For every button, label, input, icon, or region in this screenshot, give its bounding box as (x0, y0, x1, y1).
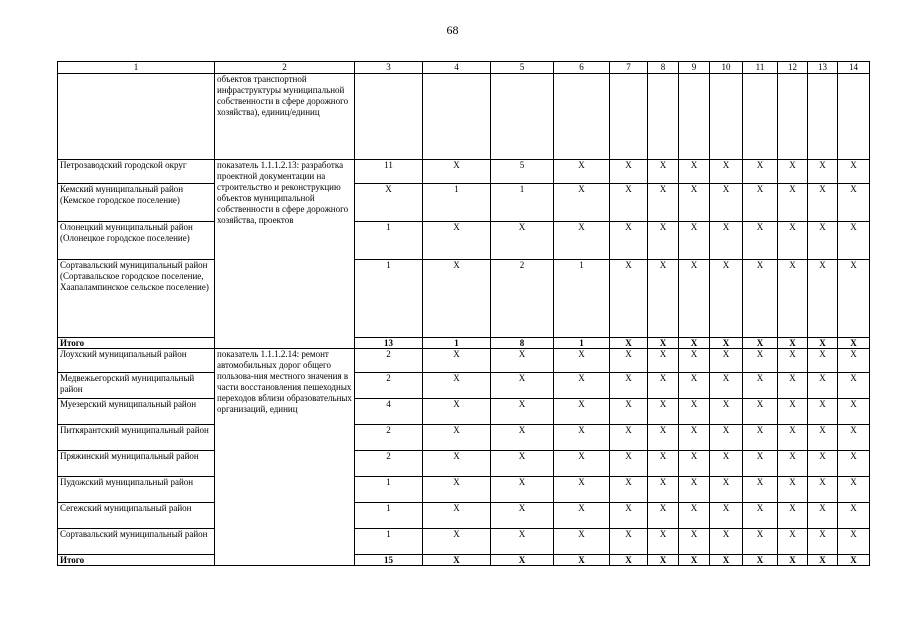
value-cell: X (648, 451, 679, 477)
total-value-cell: X (554, 555, 610, 566)
column-number: 4 (423, 62, 491, 74)
value-cell: X (423, 425, 491, 451)
value-cell: 1 (355, 477, 423, 503)
value-cell: X (648, 529, 679, 555)
value-cell: X (838, 503, 870, 529)
column-number: 13 (808, 62, 838, 74)
municipality-name: Питкярантский муниципальный район (58, 425, 215, 451)
table-row (58, 160, 870, 184)
value-cell: X (648, 160, 679, 184)
total-value-cell: X (778, 555, 808, 566)
value-cell: X (778, 184, 808, 222)
value-cell: X (743, 503, 778, 529)
column-number: 8 (648, 62, 679, 74)
value-cell: X (491, 529, 554, 555)
municipality-name: Петрозаводский городской округ (58, 160, 215, 184)
table-row (58, 503, 870, 529)
value-cell: X (710, 529, 743, 555)
total-value-cell: 1 (554, 338, 610, 349)
value-cell: X (423, 477, 491, 503)
empty-cell (355, 74, 423, 160)
empty-cell (778, 74, 808, 160)
table-row (58, 451, 870, 477)
value-cell: X (743, 399, 778, 425)
value-cell: X (423, 451, 491, 477)
indicator-continuation: объектов транспортной инфраструктуры муниципальной собственности в сфере дорожного хозяйства), единиц/единиц (215, 74, 355, 160)
column-number: 6 (554, 62, 610, 74)
value-cell: X (679, 349, 710, 373)
empty-cell (58, 74, 215, 160)
value-cell: X (743, 373, 778, 399)
value-cell: X (743, 529, 778, 555)
total-value-cell: 1 (423, 338, 491, 349)
value-cell: X (808, 477, 838, 503)
value-cell: X (554, 425, 610, 451)
value-cell: X (554, 451, 610, 477)
empty-cell (743, 74, 778, 160)
value-cell: 2 (355, 349, 423, 373)
total-value-cell: X (743, 338, 778, 349)
value-cell: X (610, 373, 648, 399)
column-number: 7 (610, 62, 648, 74)
value-cell: X (610, 425, 648, 451)
municipality-name: Пудожский муниципальный район (58, 477, 215, 503)
empty-cell (808, 74, 838, 160)
table-row (58, 399, 870, 425)
empty-cell (679, 74, 710, 160)
total-value-cell: X (610, 555, 648, 566)
value-cell: X (778, 373, 808, 399)
value-cell: X (679, 260, 710, 338)
value-cell: X (743, 349, 778, 373)
value-cell: X (610, 399, 648, 425)
value-cell: X (808, 160, 838, 184)
total-row (58, 555, 870, 566)
value-cell: X (554, 399, 610, 425)
value-cell: X (355, 184, 423, 222)
value-cell: X (491, 425, 554, 451)
table-row (58, 425, 870, 451)
value-cell: X (838, 425, 870, 451)
value-cell: X (743, 184, 778, 222)
value-cell: X (808, 184, 838, 222)
total-value-cell: 15 (355, 555, 423, 566)
continuation-row (58, 74, 870, 160)
value-cell: X (778, 260, 808, 338)
municipality-name: Медвежьегорский муниципальный район (58, 373, 215, 399)
value-cell: X (743, 425, 778, 451)
municipality-name: Олонецкий муниципальный район (Олонецкое городское поселение) (58, 222, 215, 260)
value-cell: 2 (355, 425, 423, 451)
empty-cell (554, 74, 610, 160)
municipality-name: Муезерский муниципальный район (58, 399, 215, 425)
value-cell: X (491, 399, 554, 425)
value-cell: 1 (355, 503, 423, 529)
value-cell: X (808, 260, 838, 338)
column-number: 12 (778, 62, 808, 74)
value-cell: X (838, 260, 870, 338)
empty-cell (710, 74, 743, 160)
value-cell: X (491, 349, 554, 373)
value-cell: X (710, 399, 743, 425)
empty-cell (648, 74, 679, 160)
value-cell: X (679, 529, 710, 555)
column-number: 2 (215, 62, 355, 74)
value-cell: X (808, 451, 838, 477)
value-cell: X (710, 260, 743, 338)
empty-cell (838, 74, 870, 160)
value-cell: X (808, 222, 838, 260)
column-number: 14 (838, 62, 870, 74)
total-value-cell: X (423, 555, 491, 566)
total-row (58, 338, 870, 349)
value-cell: X (648, 184, 679, 222)
value-cell: 2 (355, 451, 423, 477)
municipality-name: Сортавальский муниципальный район (Сортавальское городское поселение, Хаапалампинское сельское поселение) (58, 260, 215, 338)
column-number-row (58, 62, 870, 74)
total-value-cell: X (838, 555, 870, 566)
value-cell: 2 (355, 373, 423, 399)
value-cell: X (778, 451, 808, 477)
value-cell: X (491, 503, 554, 529)
table-row (58, 184, 870, 222)
value-cell: X (423, 503, 491, 529)
total-value-cell: X (679, 555, 710, 566)
value-cell: X (679, 222, 710, 260)
value-cell: X (423, 529, 491, 555)
value-cell: X (648, 349, 679, 373)
total-value-cell: X (743, 555, 778, 566)
value-cell: X (838, 184, 870, 222)
value-cell: X (610, 451, 648, 477)
empty-cell (610, 74, 648, 160)
value-cell: 5 (491, 160, 554, 184)
column-number: 11 (743, 62, 778, 74)
value-cell: X (679, 184, 710, 222)
value-cell: 1 (355, 222, 423, 260)
value-cell: X (838, 349, 870, 373)
total-value-cell: X (648, 555, 679, 566)
value-cell: X (679, 503, 710, 529)
total-value-cell: X (778, 338, 808, 349)
value-cell: X (648, 222, 679, 260)
value-cell: X (679, 399, 710, 425)
value-cell: X (648, 477, 679, 503)
total-value-cell: X (808, 338, 838, 349)
total-value-cell: X (838, 338, 870, 349)
value-cell: X (648, 260, 679, 338)
value-cell: X (648, 503, 679, 529)
total-value-cell: X (491, 555, 554, 566)
table-row (58, 477, 870, 503)
total-value-cell: X (710, 555, 743, 566)
value-cell: X (808, 425, 838, 451)
value-cell: X (679, 451, 710, 477)
value-cell: X (838, 477, 870, 503)
table-row (58, 260, 870, 338)
value-cell: X (423, 349, 491, 373)
value-cell: 11 (355, 160, 423, 184)
value-cell: X (778, 399, 808, 425)
value-cell: X (554, 477, 610, 503)
value-cell: X (743, 451, 778, 477)
value-cell: X (554, 529, 610, 555)
value-cell: X (554, 222, 610, 260)
value-cell: X (491, 222, 554, 260)
value-cell: X (710, 425, 743, 451)
value-cell: X (423, 373, 491, 399)
value-cell: X (778, 160, 808, 184)
value-cell: 1 (491, 184, 554, 222)
value-cell: X (778, 503, 808, 529)
value-cell: X (610, 477, 648, 503)
value-cell: X (778, 425, 808, 451)
table-row (58, 222, 870, 260)
value-cell: X (554, 503, 610, 529)
value-cell: X (808, 529, 838, 555)
value-cell: 1 (355, 529, 423, 555)
empty-cell (491, 74, 554, 160)
value-cell: X (679, 160, 710, 184)
value-cell: X (648, 425, 679, 451)
value-cell: X (679, 425, 710, 451)
column-number: 3 (355, 62, 423, 74)
value-cell: X (808, 503, 838, 529)
value-cell: X (554, 373, 610, 399)
value-cell: X (710, 184, 743, 222)
value-cell: X (808, 373, 838, 399)
value-cell: 2 (491, 260, 554, 338)
municipality-name: Сегежский муниципальный район (58, 503, 215, 529)
value-cell: X (710, 373, 743, 399)
value-cell: X (838, 373, 870, 399)
value-cell: X (554, 184, 610, 222)
value-cell: X (491, 373, 554, 399)
value-cell: X (610, 529, 648, 555)
table-row (58, 373, 870, 399)
total-value-cell: X (808, 555, 838, 566)
value-cell: X (610, 349, 648, 373)
value-cell: X (808, 349, 838, 373)
value-cell: X (554, 160, 610, 184)
column-number: 1 (58, 62, 215, 74)
value-cell: X (743, 260, 778, 338)
value-cell: X (710, 451, 743, 477)
value-cell: X (808, 399, 838, 425)
column-number: 5 (491, 62, 554, 74)
table-row (58, 529, 870, 555)
total-value-cell: 8 (491, 338, 554, 349)
total-value-cell: X (610, 338, 648, 349)
indicator-description: показатель 1.1.1.2.14: ремонт автомобильных дорог общего пользова-ния местного значения в части восстановления пешеходных переходов вблизи образовательных организаций, единиц (215, 349, 355, 566)
targets-table (57, 61, 870, 566)
municipality-name: Сортавальский муниципальный район (58, 529, 215, 555)
municipality-name: Кемский муниципальный район (Кемское городское поселение) (58, 184, 215, 222)
value-cell: X (423, 260, 491, 338)
value-cell: X (778, 529, 808, 555)
value-cell: 4 (355, 399, 423, 425)
value-cell: X (710, 349, 743, 373)
value-cell: X (679, 373, 710, 399)
value-cell: X (648, 399, 679, 425)
value-cell: X (679, 477, 710, 503)
value-cell: X (838, 222, 870, 260)
value-cell: X (710, 477, 743, 503)
value-cell: 1 (423, 184, 491, 222)
value-cell: X (838, 160, 870, 184)
page-number: 68 (446, 23, 459, 37)
total-value-cell: X (648, 338, 679, 349)
value-cell: X (743, 477, 778, 503)
value-cell: X (491, 477, 554, 503)
value-cell: X (610, 160, 648, 184)
value-cell: X (778, 349, 808, 373)
value-cell: X (610, 503, 648, 529)
value-cell: X (838, 399, 870, 425)
value-cell: 1 (554, 260, 610, 338)
column-number: 9 (679, 62, 710, 74)
value-cell: X (610, 222, 648, 260)
value-cell: X (423, 222, 491, 260)
total-label: Итого (58, 338, 215, 349)
value-cell: X (610, 184, 648, 222)
value-cell: X (838, 529, 870, 555)
indicator-description: показатель 1.1.1.2.13: разработка проектной документации на строительство и реконструкцию объектов муниципальной собственности в сфере дорожного хозяйства, проектов (215, 160, 355, 349)
table-row (58, 349, 870, 373)
value-cell: X (838, 451, 870, 477)
total-value-cell: 13 (355, 338, 423, 349)
total-value-cell: X (710, 338, 743, 349)
total-label: Итого (58, 555, 215, 566)
value-cell: X (491, 451, 554, 477)
value-cell: X (743, 160, 778, 184)
value-cell: X (610, 260, 648, 338)
empty-cell (423, 74, 491, 160)
value-cell: X (778, 222, 808, 260)
value-cell: X (778, 477, 808, 503)
value-cell: X (710, 160, 743, 184)
value-cell: X (743, 222, 778, 260)
value-cell: X (423, 160, 491, 184)
municipality-name: Лоухский муниципальный район (58, 349, 215, 373)
value-cell: X (710, 222, 743, 260)
total-value-cell: X (679, 338, 710, 349)
value-cell: 1 (355, 260, 423, 338)
municipality-name: Пряжинский муниципальный район (58, 451, 215, 477)
value-cell: X (710, 503, 743, 529)
column-number: 10 (710, 62, 743, 74)
value-cell: X (423, 399, 491, 425)
value-cell: X (554, 349, 610, 373)
value-cell: X (648, 373, 679, 399)
